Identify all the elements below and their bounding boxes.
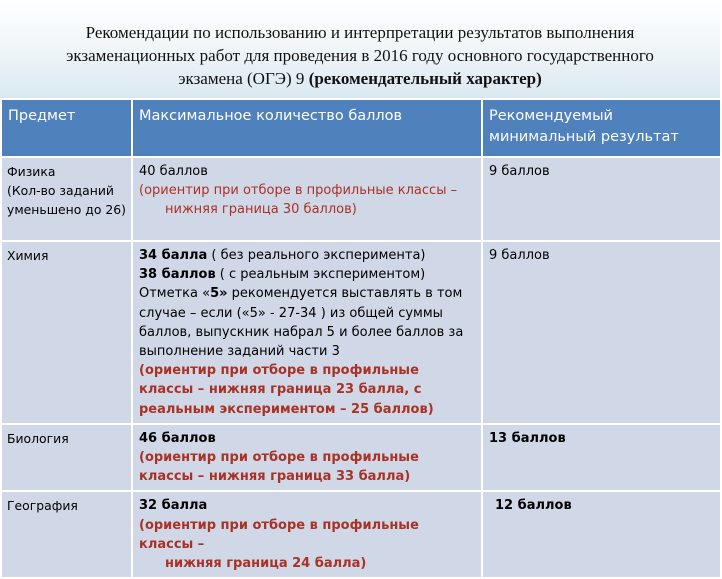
max-score-note-cont: нижняя граница 30 баллов) [165, 202, 357, 218]
min-result-value: 12 баллов [495, 498, 572, 514]
subject-name: Биология [7, 430, 69, 446]
cell-max-score [132, 157, 482, 241]
title-line-3-bold: (рекомендательный характер) [308, 69, 542, 88]
max-score-note: (ориентир при отборе в профильные классы – [139, 183, 458, 199]
cell-min-result [482, 491, 721, 578]
cell-max-score [132, 491, 482, 578]
subject-name: Физика [7, 164, 56, 179]
max-score-alt: 38 баллов [139, 267, 216, 283]
table-row-chemistry [1, 241, 721, 424]
grade-rule-text: рекомендуется выставлять в том случае – если («5» - 27-34 ) из общей суммы баллов, выпускник набрал 5 и более баллов за выполнение заданий части 3 [139, 286, 464, 360]
table-row-biology [1, 424, 721, 492]
header-max-score: Максимальное количество баллов [132, 99, 482, 157]
cell-subject [1, 157, 132, 241]
results-table [0, 98, 722, 579]
max-score-main: 34 балла [139, 248, 208, 263]
title-line-3-text: экзамена (ОГЭ) 9 [178, 69, 309, 88]
table-row-physics [1, 157, 721, 241]
subject-name: География [7, 498, 78, 514]
slide-title [0, 0, 720, 98]
subject-note: (Кол-во заданий уменьшено до 26) [7, 183, 126, 218]
max-score-note-cont: нижняя граница 24 балла) [165, 556, 367, 572]
subject-name: Химия [7, 248, 49, 263]
table-header-row [1, 99, 721, 157]
grade-rule-pre: Отметка « [139, 286, 211, 302]
min-result-value: 9 баллов [489, 164, 550, 179]
max-score-note: (ориентир при отборе в профильные классы – нижняя граница 33 балла) [139, 450, 419, 485]
cell-subject [1, 491, 132, 578]
max-score-alt-desc: ( с реальным экспериментом) [215, 267, 426, 283]
min-result-value: 13 баллов [489, 430, 566, 446]
table-row-geography [1, 491, 721, 578]
max-score-note: (ориентир при отборе в профильные классы – нижняя граница 23 балла, с реальным экспериментом – 25 баллов) [139, 363, 434, 417]
max-score-desc: ( без реального эксперимента) [207, 248, 426, 263]
title-line-1: Рекомендации по использованию и интерпретации результатов выполнения [85, 23, 635, 42]
header-min-result: Рекомендуемый минимальный результат [482, 99, 721, 157]
cell-min-result [482, 424, 721, 492]
max-score-main: 40 баллов [139, 164, 208, 179]
title-line-2: экзаменационных работ для проведения в 2016 году основного государственного [66, 46, 654, 65]
cell-subject [1, 241, 132, 424]
cell-min-result [482, 157, 721, 241]
grade-rule-mark: 5» [210, 286, 228, 302]
max-score-note: (ориентир при отборе в профильные классы – [139, 517, 419, 552]
max-score-main: 46 баллов [139, 430, 216, 446]
min-result-value: 9 баллов [489, 248, 550, 263]
cell-subject [1, 424, 132, 492]
cell-min-result [482, 241, 721, 424]
header-subject: Предмет [1, 99, 132, 157]
cell-max-score [132, 241, 482, 424]
title-line-3 [0, 67, 720, 90]
cell-max-score [132, 424, 482, 492]
max-score-main: 32 балла [139, 498, 208, 514]
